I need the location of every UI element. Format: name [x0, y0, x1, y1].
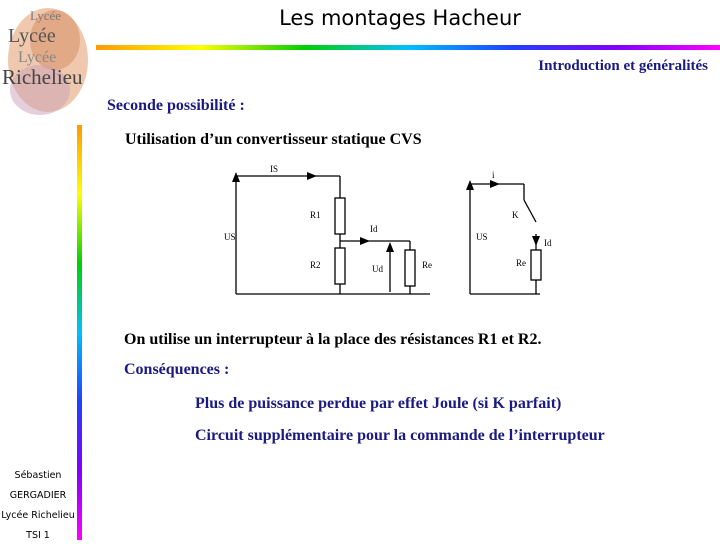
label-r2: R2	[310, 260, 321, 270]
label-i: i	[492, 170, 495, 180]
label-is: IS	[270, 164, 279, 174]
label-re-left: Re	[422, 260, 432, 270]
label-k: K	[512, 210, 519, 220]
author-line-3: Lycée Richelieu	[1, 510, 75, 521]
consequences-heading: Conséquences :	[124, 361, 230, 378]
label-id-right: Id	[544, 238, 552, 248]
page-title: Les montages Hacheur	[279, 6, 521, 30]
author-line-2: GERGADIER	[9, 490, 67, 501]
logo-text-2: Lycée	[8, 25, 56, 47]
lycee-richelieu-logo	[0, 0, 100, 125]
rainbow-vertical-bar	[77, 125, 82, 540]
logo-text-1: Lycée	[30, 8, 62, 23]
section-heading: Seconde possibilité :	[107, 97, 245, 114]
logo-text-3: Lycée	[18, 49, 57, 66]
rainbow-horizontal-bar	[96, 45, 720, 50]
logo-text-4: Richelieu	[2, 65, 83, 89]
consequence-item-2: Circuit supplémentaire pour la commande de l’interrupteur	[195, 427, 605, 444]
label-r1: R1	[310, 210, 321, 220]
label-id-left: Id	[370, 224, 378, 234]
circuit-diagrams	[222, 162, 558, 302]
section-subtitle: Introduction et généralités	[538, 58, 708, 74]
label-us-left: US	[224, 232, 236, 242]
statement-text: On utilise un interrupteur à la place des résistances R1 et R2.	[124, 331, 542, 348]
consequence-item-1: Plus de puissance perdue par effet Joule (si K parfait)	[195, 395, 562, 412]
label-us-right: US	[476, 232, 488, 242]
intro-text: Utilisation d’un convertisseur statique CVS	[125, 131, 422, 148]
author-line-4: TSI 1	[26, 530, 50, 541]
label-ud: Ud	[372, 264, 383, 274]
author-block	[0, 466, 76, 546]
author-line-1: Sébastien	[14, 470, 62, 481]
label-re-right: Re	[516, 258, 526, 268]
